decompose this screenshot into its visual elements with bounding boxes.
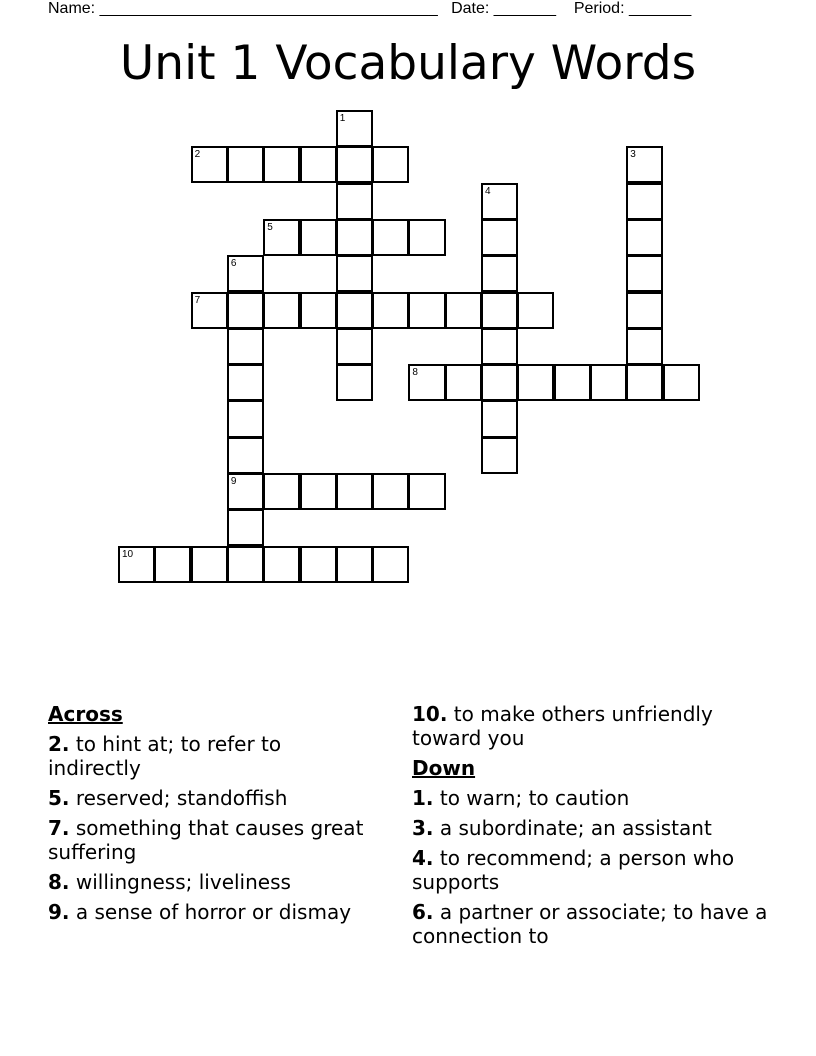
clue-number: 4. [412,846,434,870]
grid-cell[interactable] [517,292,554,329]
cell-number: 7 [194,294,201,306]
grid-cell[interactable] [626,146,663,183]
grid-cell[interactable] [481,292,518,329]
grid-cell[interactable] [408,473,445,510]
clue-number: 9. [48,900,70,924]
clue-text: to hint at; to refer to indirectly [48,732,282,780]
grid-cell[interactable] [191,292,228,329]
clue-text: reserved; standoffish [75,786,288,810]
grid-cell[interactable] [408,219,445,256]
clue-across-8 [48,870,368,894]
grid-cell[interactable] [445,292,482,329]
grid-cell[interactable] [408,292,445,329]
name-field[interactable]: Name: ______________________________________ [48,0,438,17]
grid-cell[interactable] [445,364,482,401]
clue-across-2 [48,732,368,780]
cell-number: 4 [485,185,491,197]
grid-cell[interactable] [300,292,337,329]
cell-number: 8 [412,367,418,379]
clue-number: 3. [412,816,434,840]
grid-cell[interactable] [590,364,627,401]
grid-cell[interactable] [300,219,337,256]
cell-number: 2 [194,149,201,161]
grid-cell[interactable] [336,364,373,401]
clue-across-10 [412,702,772,750]
clue-number: 10. [412,702,448,726]
grid-cell[interactable] [263,292,300,329]
grid-cell[interactable] [263,146,300,183]
grid-cell[interactable] [191,546,228,583]
cell-number: 6 [230,258,237,270]
grid-cell[interactable] [372,219,409,256]
grid-cell[interactable] [517,364,554,401]
down-heading: Down [412,756,476,780]
grid-cell[interactable] [336,328,373,365]
grid-cell[interactable] [372,546,409,583]
grid-cell[interactable] [336,110,373,147]
grid-cell[interactable] [336,292,373,329]
grid-cell[interactable] [191,146,228,183]
clue-number: 7. [48,816,70,840]
clue-text: to warn; to caution [439,786,630,810]
grid-cell[interactable] [336,255,373,292]
grid-cell[interactable] [227,437,264,474]
grid-cell[interactable] [554,364,591,401]
grid-cell[interactable] [263,219,300,256]
grid-cell[interactable] [118,546,155,583]
grid-cell[interactable] [227,328,264,365]
cell-number: 9 [230,476,237,487]
grid-cell[interactable] [227,364,264,401]
grid-cell[interactable] [336,546,373,583]
grid-cell[interactable] [408,364,445,401]
grid-cell[interactable] [227,473,264,510]
grid-cell[interactable] [336,219,373,256]
clue-number: 2. [48,732,70,756]
grid-cell[interactable] [481,437,518,474]
clues-column-right [412,702,772,954]
grid-cell[interactable] [372,292,409,329]
across-heading: Across [48,702,123,726]
period-field[interactable]: Period: _______ [573,0,692,17]
clue-text: willingness; liveliness [75,870,291,894]
clue-across-7 [48,816,368,864]
grid-cell[interactable] [626,292,663,329]
clue-text: to make others unfriendly toward you [412,702,713,750]
grid-cell[interactable] [663,364,700,401]
grid-cell[interactable] [263,546,300,583]
cell-number: 3 [630,149,636,161]
grid-cell[interactable] [263,473,300,510]
grid-cell[interactable] [227,400,264,437]
clue-number: 1. [412,786,434,810]
grid-cell[interactable] [626,219,663,256]
grid-cell[interactable] [227,546,264,583]
clue-number: 6. [412,900,434,924]
page-title: Unit 1 Vocabulary Words [119,36,697,91]
grid-cell[interactable] [336,473,373,510]
grid-cell[interactable] [481,328,518,365]
grid-cell[interactable] [300,546,337,583]
grid-cell[interactable] [481,400,518,437]
grid-cell[interactable] [481,364,518,401]
clue-text: a subordinate; an assistant [439,816,712,840]
clue-across-5 [48,786,368,810]
grid-cell[interactable] [372,473,409,510]
grid-cell[interactable] [626,328,663,365]
grid-cell[interactable] [227,292,264,329]
cell-number: 5 [267,221,273,233]
grid-cell[interactable] [154,546,191,583]
grid-cell[interactable] [481,255,518,292]
clue-down-3 [412,816,772,840]
cell-number: 1 [339,113,346,124]
grid-cell[interactable] [227,255,264,292]
clue-text: a partner or associate; to have a connection to [412,900,768,948]
grid-cell[interactable] [626,255,663,292]
clue-text: to recommend; a person who supports [412,846,735,894]
grid-cell[interactable] [336,146,373,183]
grid-cell[interactable] [372,146,409,183]
clues-column-left [48,702,368,930]
cell-number: 10 [122,548,134,560]
grid-cell[interactable] [626,183,663,220]
grid-cell[interactable] [227,146,264,183]
clue-down-4 [412,846,772,894]
grid-cell[interactable] [481,219,518,256]
clue-down-1 [412,786,772,810]
clue-down-6 [412,900,772,948]
clue-number: 5. [48,786,70,810]
grid-cell[interactable] [300,146,337,183]
clue-text: something that causes great suffering [48,816,364,864]
clue-text: a sense of horror or dismay [75,900,352,924]
date-field[interactable]: Date: _______ [451,0,557,17]
grid-cell[interactable] [300,473,337,510]
grid-cell[interactable] [626,364,663,401]
clue-number: 8. [48,870,70,894]
grid-cell[interactable] [481,183,518,220]
grid-cell[interactable] [336,183,373,220]
clue-across-9 [48,900,368,924]
grid-cell[interactable] [227,509,264,546]
